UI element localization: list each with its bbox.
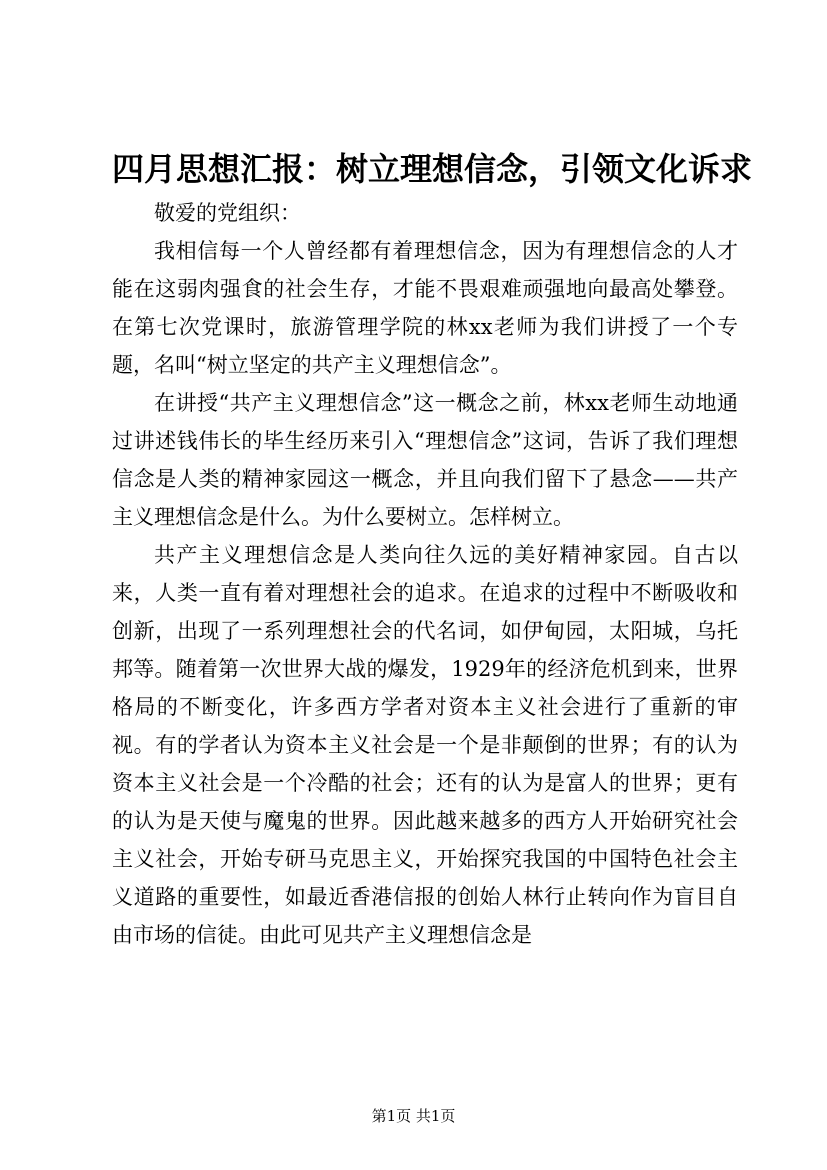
- document-title: 四月思想汇报：树立理想信念，引领文化诉求: [112, 150, 753, 188]
- salutation: 敬爱的党组织：: [154, 201, 301, 225]
- document-body: [112, 194, 738, 954]
- paragraph-1: 我相信每一个人曾经都有着理想信念，因为有理想信念的人才能在这弱肉强食的社会生存，才能不畏艰难顽强地向最高处攀登。在第七次党课时，旅游管理学院的林xx老师为我们讲授了一个专题，名叫“树立坚定的共产主义理想信念”。: [112, 239, 738, 377]
- paragraph-3: 共产主义理想信念是人类向往久远的美好精神家园。自古以来，人类一直有着对理想社会的追求。在追求的过程中不断吸收和创新，出现了一系列理想社会的代名词，如伊甸园，太阳城，乌托邦等。随着第一次世界大战的爆发，1929年的经济危机到来，世界格局的不断变化，许多西方学者对资本主义社会进行了重新的审视。有的学者认为资本主义社会是一个是非颠倒的世界；有的认为资本主义社会是一个冷酷的社会；还有的认为是富人的世界；更有的认为是天使与魔鬼的世界。因此越来越多的西方人开始研究社会主义社会，开始专研马克思主义，开始探究我国的中国特色社会主义道路的重要性，如最近香港信报的创始人林行止转向作为盲目自由市场的信徒。由此可见共产主义理想信念是: [112, 543, 738, 947]
- paragraph-2: 在讲授“共产主义理想信念”这一概念之前，林xx老师生动地通过讲述钱伟长的毕生经历来引入“理想信念”这词，告诉了我们理想信念是人类的精神家园这一概念，并且向我们留下了悬念——共产主义理想信念是什么。为什么要树立。怎样树立。: [112, 391, 738, 529]
- page-footer: 第1页 共1页: [371, 1107, 456, 1125]
